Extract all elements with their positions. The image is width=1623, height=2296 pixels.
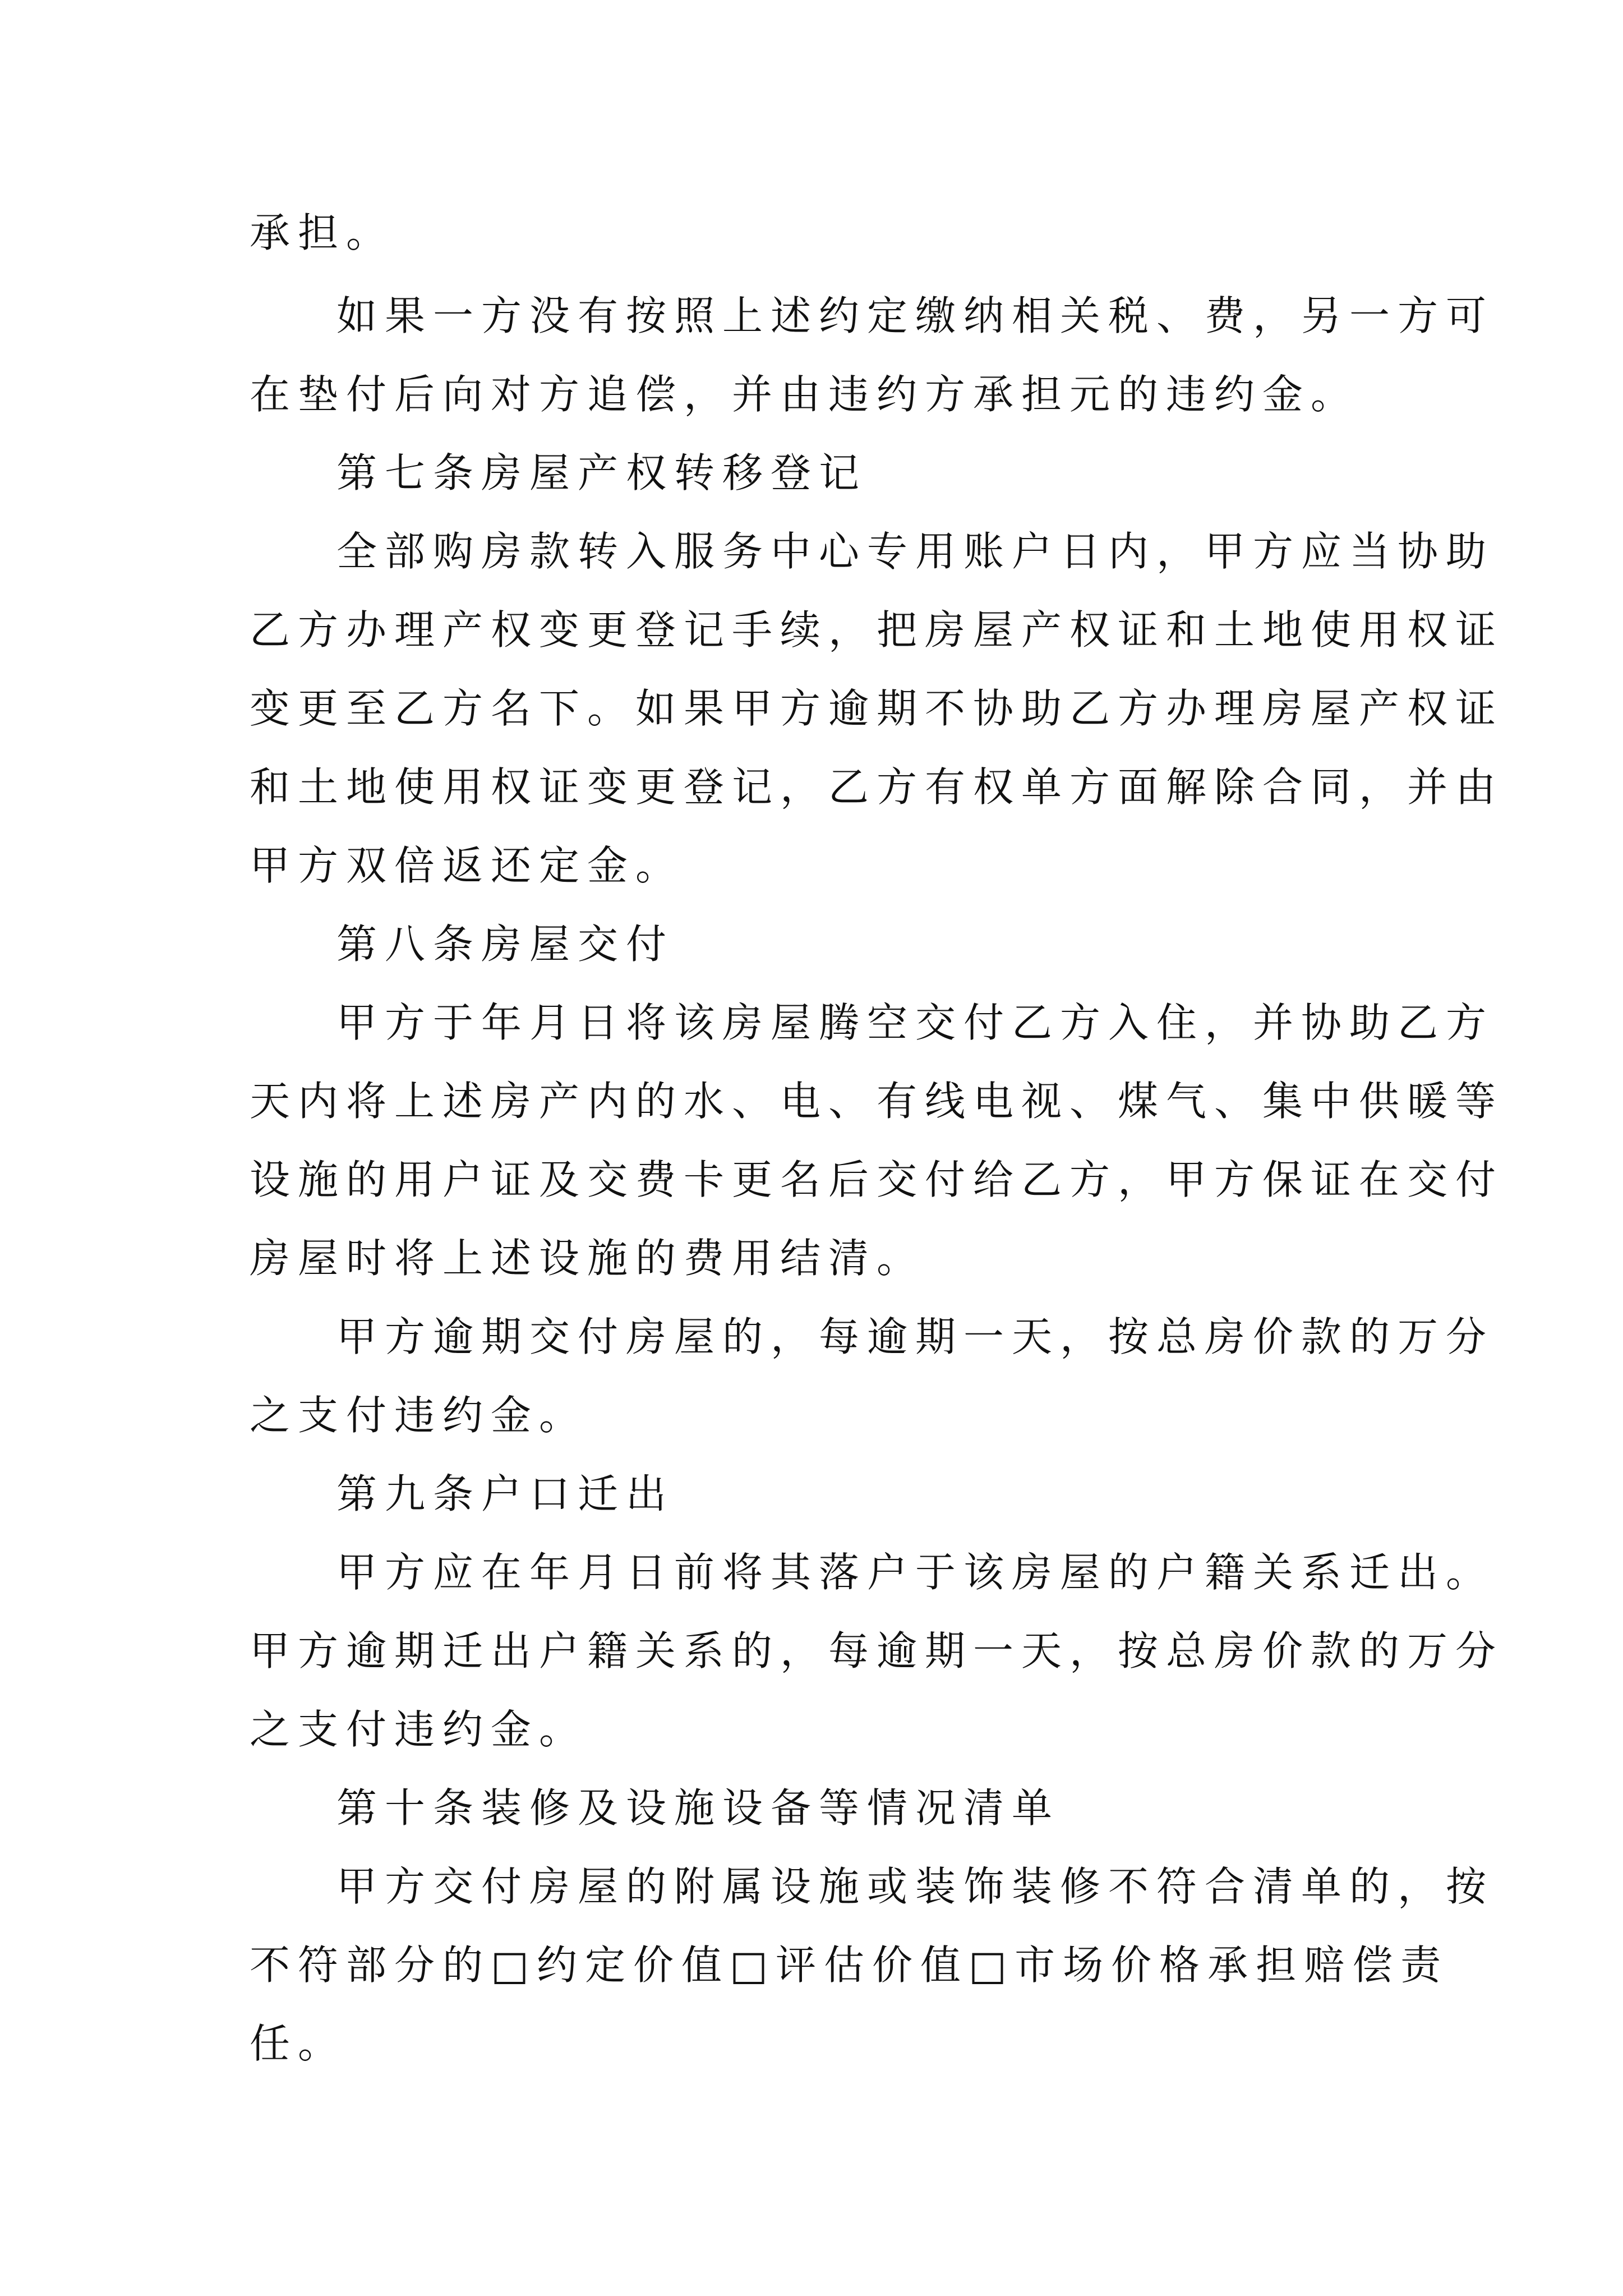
paragraph-line: 天内将上述房产内的水、电、有线电视、煤气、集中供暖等 [250, 1078, 1504, 1125]
section-heading: 第七条房屋产权转移登记 [336, 449, 868, 496]
paragraph-line: 全部购房款转入服务中心专用账户日内，甲方应当协助 [336, 528, 1495, 575]
paragraph-line: 承担。 [250, 209, 395, 256]
paragraph-line: 甲方双倍返还定金。 [250, 842, 684, 889]
paragraph-line: 甲方交付房屋的附属设施或装饰装修不符合清单的，按 [336, 1863, 1495, 1910]
paragraph-line: 之支付违约金。 [250, 1706, 588, 1753]
section-heading: 第九条户口迁出 [336, 1470, 675, 1517]
paragraph-line: 乙方办理产权变更登记手续，把房屋产权证和土地使用权证 [250, 606, 1504, 654]
paragraph-line: 甲方于年月日将该房屋腾空交付乙方入住，并协助乙方 [336, 999, 1495, 1046]
paragraph-line: 变更至乙方名下。如果甲方逾期不协助乙方办理房屋产权证 [250, 685, 1504, 732]
section-heading: 第十条装修及设施设备等情况清单 [336, 1784, 1061, 1832]
paragraph-line: 之支付违约金。 [250, 1392, 588, 1439]
paragraph-line: 设施的用户证及交费卡更名后交付给乙方，甲方保证在交付 [250, 1156, 1504, 1203]
paragraph-line: 甲方逾期迁出户籍关系的，每逾期一天，按总房价款的万分 [250, 1627, 1504, 1674]
paragraph-line: 房屋时将上述设施的费用结清。 [250, 1235, 925, 1282]
paragraph-line: 甲方逾期交付房屋的，每逾期一天，按总房价款的万分 [336, 1313, 1495, 1360]
paragraph-line: 不符部分的□约定价值□评估价值□市场价格承担赔偿责 [250, 1941, 1449, 1989]
paragraph-line: 任。 [250, 2020, 347, 2067]
paragraph-line: 和土地使用权证变更登记，乙方有权单方面解除合同，并由 [250, 763, 1504, 811]
paragraph-line: 如果一方没有按照上述约定缴纳相关税、费，另一方可 [336, 292, 1495, 339]
section-heading: 第八条房屋交付 [336, 921, 675, 968]
paragraph-line: 甲方应在年月日前将其落户于该房屋的户籍关系迁出。 [336, 1549, 1495, 1596]
paragraph-line: 在垫付后向对方追偿，并由违约方承担元的违约金。 [250, 371, 1359, 418]
